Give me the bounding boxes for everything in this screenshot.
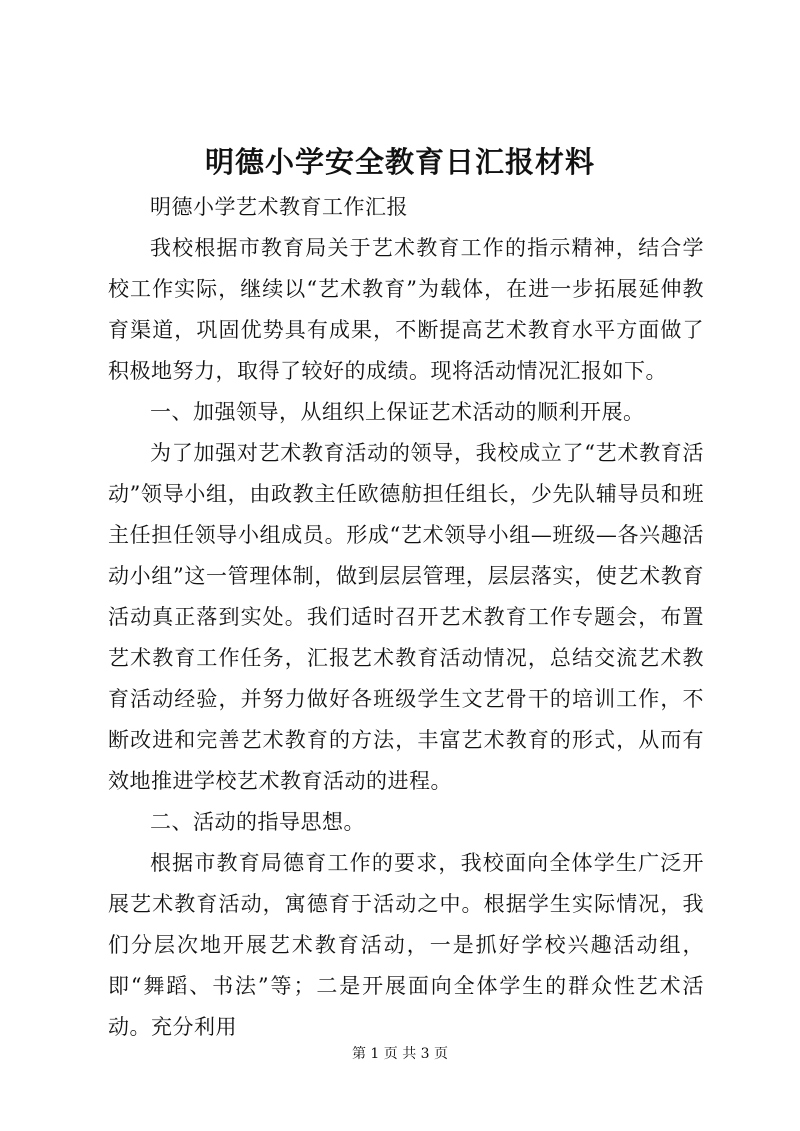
section-heading-1: 一、加强领导，从组织上保证艺术活动的顺利开展。 (150, 400, 645, 424)
section-heading-2: 二、活动的指导思想。 (150, 810, 365, 834)
section-2-paragraph: 根据市教育局德育工作的要求，我校面向全体学生广泛开展艺术教育活动，寓德育于活动之中。根据学生实际情况，我们分层次地开展艺术教育活动，一是抓好学校兴趣活动组，即“舞蹈、书法”等；二是开展面向全体学生的群众性艺术活动。充分利用 (108, 851, 704, 1039)
page-number-footer: 第 1 页 共 3 页 (351, 1046, 449, 1062)
document-title: 明德小学安全教育日汇报材料 (204, 145, 595, 179)
document-body (108, 187, 704, 1048)
subtitle-paragraph: 明德小学艺术教育工作汇报 (150, 195, 408, 219)
intro-paragraph: 我校根据市教育局关于艺术教育工作的指示精神，结合学校工作实际，继续以“艺术教育”为载体，在进一步拓展延伸教育渠道，巩固优势具有成果，不断提高艺术教育水平方面做了积极地努力，取得了较好的成绩。现将活动情况汇报如下。 (108, 236, 704, 383)
section-1-paragraph: 为了加强对艺术教育活动的领导，我校成立了“艺术教育活动”领导小组，由政教主任欧德舫担任组长，少先队辅导员和班主任担任领导小组成员。形成“艺术领导小组—班级—各兴趣活动小组”这一管理体制，做到层层管理，层层落实，使艺术教育活动真正落到实处。我们适时召开艺术教育工作专题会，布置艺术教育工作任务，汇报艺术教育活动情况，总结交流艺术教育活动经验，并努力做好各班级学生文艺骨干的培训工作，不断改进和完善艺术教育的方法，丰富艺术教育的形式，从而有效地推进学校艺术教育活动的进程。 (108, 441, 704, 793)
